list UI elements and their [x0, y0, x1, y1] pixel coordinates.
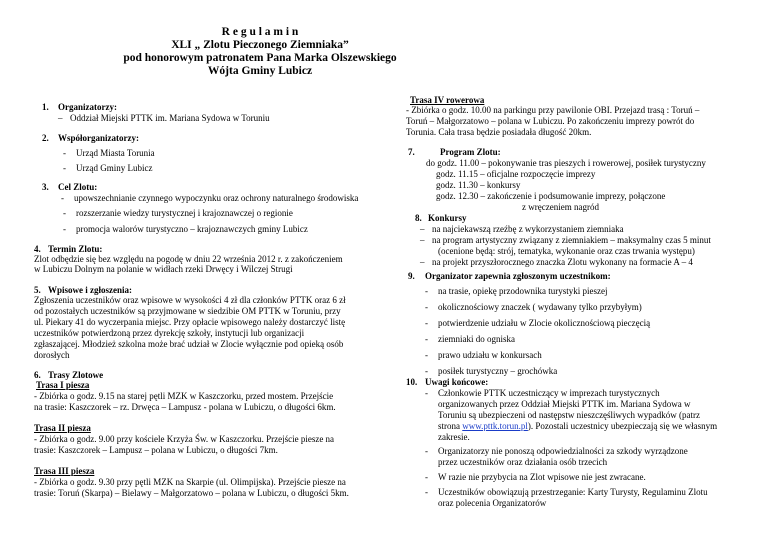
s9-item: - posiłek turystyczny – grochówka: [438, 366, 557, 377]
s10-item1: zakresie.: [438, 432, 470, 442]
trasa2-heading: Trasa II piesza: [34, 423, 91, 433]
s3-item: - promocja walorów turystyczno – krajoznawczych gminy Lubicz: [76, 224, 308, 235]
s10-item1: Toruniu są ubezpieczeni od następstw nieszczęśliwych wypadków (patrz: [438, 410, 701, 420]
s8-heading: Konkursy: [428, 213, 467, 223]
trasa2-text: trasie: Kaszczorek – Lampusz – polana w Lubiczu, o długości 7km.: [34, 445, 278, 455]
s10-item2: przez uczestników oraz działania osób trzecich: [438, 457, 608, 467]
s5-text: ul. Piekary 41 do wyczerpania miejsc. Przy opłacie wpisowego należy dostarczyć listę: [34, 317, 346, 327]
s10-item1: - Członkowie PTTK uczestniczący w imprezach turystycznych: [438, 388, 660, 399]
s2-item: - Urząd Miasta Torunia: [76, 148, 155, 159]
s7-line: godz. 11.30 – konkursy: [436, 180, 521, 190]
s6-heading: Trasy Zlotowe: [48, 370, 104, 380]
s3-heading: Cel Zlotu:: [58, 182, 98, 192]
s8-line: (ocenione będą: strój, tematyka, wykonanie oraz czas trwania występu): [438, 246, 695, 256]
s7-num: 7.: [408, 147, 415, 157]
s2-heading: Współorganizatorzy:: [58, 133, 139, 143]
s5-text: zgłaszającej. Młodzież szkolna może brać udział w Zlocie wyłącznie pod opieką osób: [34, 339, 344, 349]
s9-num: 9.: [408, 271, 415, 281]
s7-line: z wręczeniem nagród: [522, 202, 599, 212]
s10-heading: Uwagi końcowe:: [425, 377, 489, 387]
s2-item: - Urząd Gminy Lubicz: [76, 163, 152, 174]
s10-item3: - W razie nie przybycia na Zlot wpisowe nie jest zwracane.: [438, 472, 646, 483]
s9-item: - prawo udziału w konkursach: [438, 350, 542, 361]
s10-item1: organizowanych przez Oddział Miejski PTTK im. Mariana Sydowa w: [438, 399, 691, 409]
s5-text: dorosłych: [34, 350, 70, 360]
s9-item: - okolicznościowy znaczek ( wydawany tylko przybyłym): [438, 302, 642, 313]
s10-item4: oraz polecenia Organizatorów: [438, 498, 547, 508]
s1-num: 1.: [42, 102, 49, 112]
s9-item: - na trasie, opiekę przodownika turystyki pieszej: [438, 286, 607, 297]
s5-heading: Wpisowe i zgłoszenia:: [48, 285, 132, 295]
s10-item4: - Uczestników obowiązują przestrzeganie: Karty Turysty, Regulaminu Zlotu: [438, 487, 708, 498]
s1-item: – Oddział Miejski PTTK im. Mariana Sydowa w Toruniu: [70, 113, 270, 124]
s5-text: uczestników potwierdzoną przez dyrekcję szkoły, instytucji lub organizacji: [34, 328, 305, 338]
s8-line: – na projekt przyszłorocznego znaczka Zlotu wykonany na formacie A – 4: [432, 257, 693, 268]
s5-text: od pozostałych uczestników są przyjmowane w siedzibie OM PTTK w Toruniu, przy: [34, 306, 341, 316]
s10-item2: - Organizatorzy nie ponoszą odpowiedzialności za szkody wyrządzone: [438, 446, 688, 457]
trasa4-text: - Zbiórka o godz. 10.00 na parkingu przy pawilonie OBI. Przejazd trasą : Toruń –: [406, 105, 700, 115]
trasa1-text: - Zbiórka o godz. 9.15 na starej pętli MZK w Kaszczorku, przed mostem. Przejście: [34, 391, 334, 401]
s5-text: Zgłoszenia uczestników oraz wpisowe w wysokości 4 zł dla członków PTTK oraz 6 zł: [34, 295, 346, 305]
trasa3-text: trasie: Toruń (Skarpa) – Bielawy – Małgorzatowo – polana w Lubiczu, o długości 5km.: [34, 488, 349, 498]
s2-num: 2.: [42, 133, 49, 143]
s4-num: 4.: [34, 244, 41, 254]
s3-item: - upowszechnianie czynnego wypoczynku oraz ochrony naturalnego środowiska: [74, 193, 358, 204]
s5-num: 5.: [34, 285, 41, 295]
trasa3-heading: Trasa III piesza: [34, 466, 95, 476]
trasa4-text: Toruń – Małgorzatowo – polana w Lubiczu. Po zakończeniu imprezy powrót do: [406, 116, 695, 126]
s8-line: – na najciekawszą rzeźbę z wykorzystaniem ziemniaka: [432, 224, 624, 235]
s7-line: godz. 11.15 – oficjalne rozpoczęcie imprezy: [436, 169, 596, 179]
s7-line: godz. 12.30 – zakończenie i podsumowanie imprezy, połączone: [436, 191, 666, 201]
s4-heading: Termin Zlotu:: [48, 244, 103, 254]
s4-text: Zlot odbędzie się bez względu na pogodę w dniu 22 września 2012 r. z zakończeniem: [34, 254, 343, 264]
pttk-website-link[interactable]: www.pttk.torun.pl: [462, 421, 528, 431]
s3-num: 3.: [42, 182, 49, 192]
s7-line: do godz. 11.00 – pokonywanie tras pieszych i rowerowej, posiłek turystyczny: [426, 158, 706, 168]
s9-item: - ziemniaki do ogniska: [438, 334, 515, 345]
s9-item: - potwierdzenie udziału w Zlocie okolicznościową pieczęcią: [438, 318, 650, 329]
s10-item1-pre: strona: [438, 421, 463, 431]
trasa1-heading: Trasa I piesza: [36, 380, 90, 390]
s8-num: 8.: [415, 213, 422, 223]
s7-heading: Program Zlotu:: [440, 147, 501, 157]
s9-heading: Organizator zapewnia zgłoszonym uczestnikom:: [425, 271, 611, 281]
trasa4-text: Torunia. Cała trasa będzie posiadała długość 20km.: [406, 127, 592, 137]
s8-line: – na program artystyczny związany z ziemniakiem – maksymalny czas 5 minut: [432, 235, 711, 246]
trasa2-text: - Zbiórka o godz. 9.00 przy kościele Krzyża Św. w Kaszczorku. Przejście piesze na: [34, 434, 335, 444]
s6-num: 6.: [34, 370, 41, 380]
s3-item: - rozszerzanie wiedzy turystycznej i krajoznawczej o regionie: [76, 208, 293, 219]
trasa1-text: na trasie: Kaszczorek – rz. Drwęca – Lampusz - polana w Lubiczu, o długości 6km.: [34, 402, 336, 412]
trasa3-text: - Zbiórka o godz. 9.30 przy pętli MZK na Skarpie (ul. Olimpijska). Przejście piesze na: [34, 477, 346, 487]
s1-heading: Organizatorzy:: [58, 102, 117, 112]
doc-title-line3: pod honorowym patronatem Pana Marka Olszewskiego: [123, 52, 397, 64]
doc-title-line4: Wójta Gminy Lubicz: [207, 65, 313, 77]
doc-title-line1: R e g u l a m i n: [221, 26, 299, 38]
trasa4-heading: Trasa IV rowerowa: [410, 95, 485, 105]
s4-text: w Lubiczu Dolnym na polanie w widłach rzeki Drwęcy i Wilczej Strugi: [34, 264, 293, 274]
s10-item1-link-line: [438, 421, 717, 432]
s10-num: 10.: [406, 377, 418, 387]
doc-title-line2: XLI „ Zlotu Pieczonego Ziemniaka”: [171, 39, 349, 51]
s10-item1-post: ). Pozostali uczestnicy ubezpieczają się we własnym: [527, 421, 718, 431]
